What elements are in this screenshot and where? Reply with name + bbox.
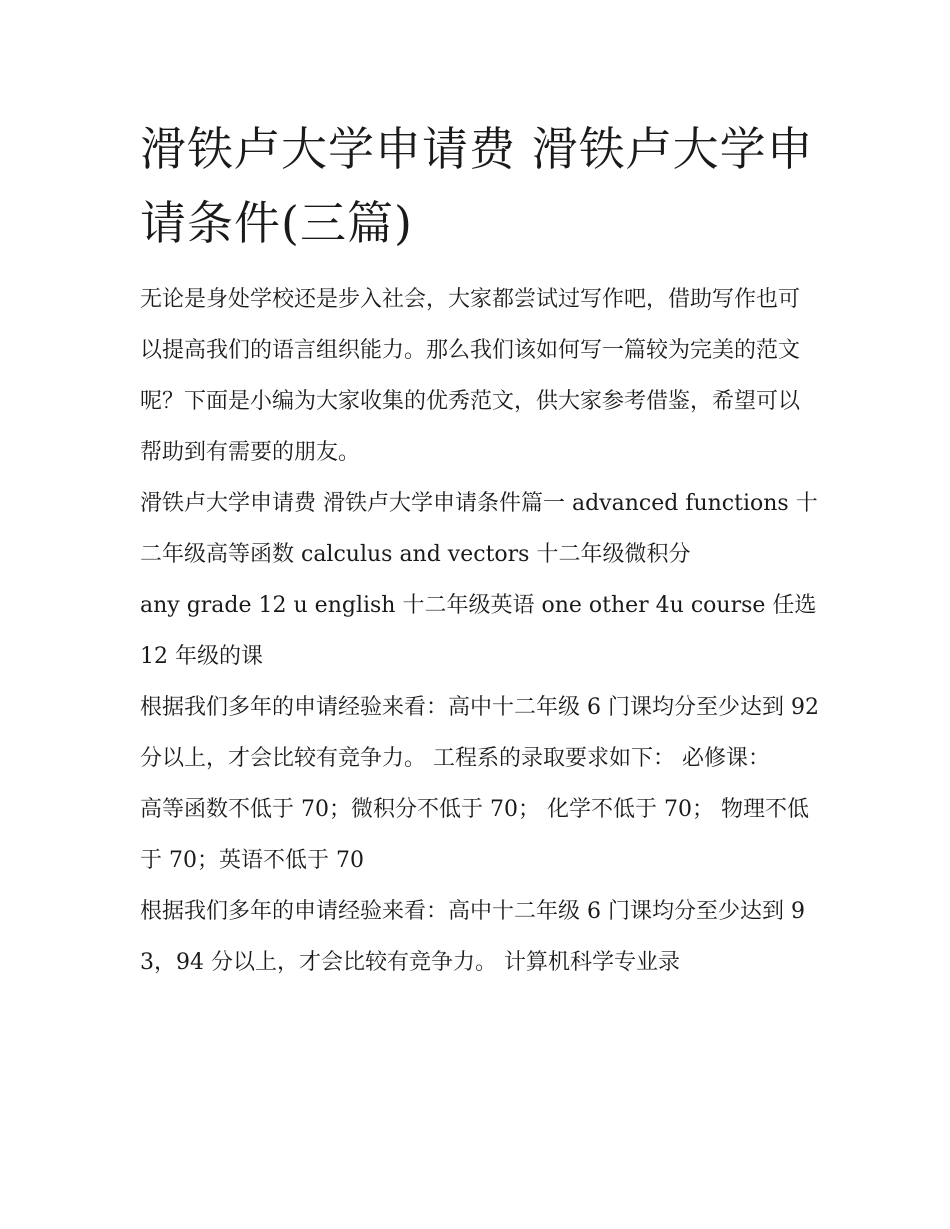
required-courses-paragraph: 高等函数不低于 70；微积分不低于 70； 化学不低于 70； 物理不低于 70；英语不低于 70: [140, 797, 809, 873]
engineering-requirements-paragraph: 根据我们多年的申请经验来看：高中十二年级 6 门课均分至少达到 92 分以上，才会比较有竞争力。 工程系的录取要求如下： 必修课：: [140, 695, 819, 771]
course-paragraph-2: any grade 12 u english 十二年级英语 one other 4u course 任选 12 年级的课: [140, 593, 817, 669]
document-body: [140, 112, 820, 988]
intro-paragraph: 无论是身处学校还是步入社会，大家都尝试过写作吧，借助写作也可以提高我们的语言组织能力。那么我们该如何写一篇较为完美的范文呢？下面是小编为大家收集的优秀范文，供大家参考借鉴，希望可以帮助到有需要的朋友。: [140, 287, 801, 465]
computer-science-paragraph: 根据我们多年的申请经验来看：高中十二年级 6 门课均分至少达到 93，94 分以上，才会比较有竞争力。 计算机科学专业录: [140, 899, 805, 975]
course-paragraph-1: 滑铁卢大学申请费 滑铁卢大学申请条件篇一 advanced functions 十二年级高等函数 calculus and vectors 十二年级微积分: [140, 491, 818, 567]
document-title: 滑铁卢大学申请费 滑铁卢大学申请条件(三篇): [140, 122, 814, 250]
